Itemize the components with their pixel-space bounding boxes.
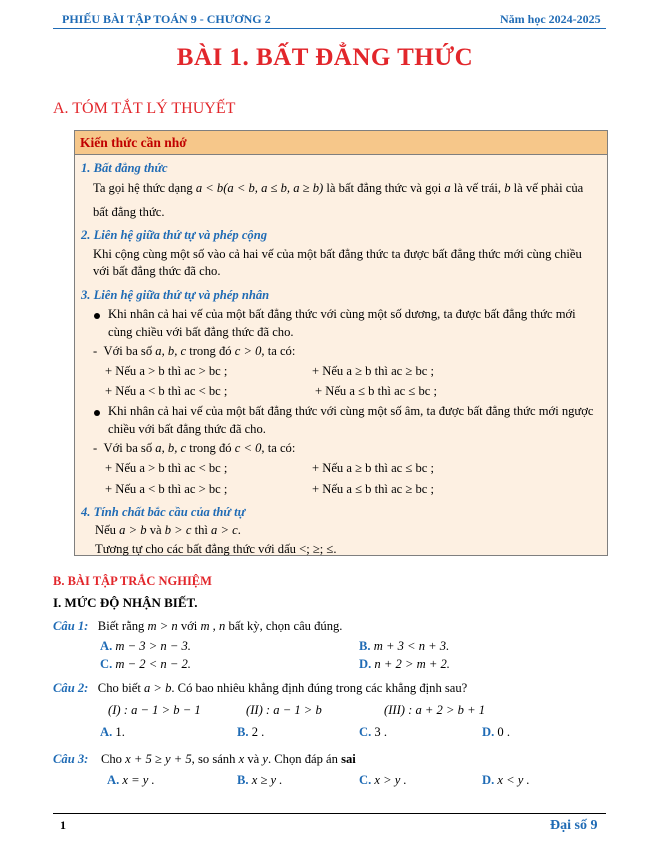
s3-p2-given: - Với ba số a, b, c trong đó c < 0, ta có: xyxy=(93,441,296,455)
q3-option-a[interactable]: A. x = y . xyxy=(107,773,155,787)
q2-option-b[interactable]: B. 2 . xyxy=(237,725,265,739)
q2-option-d[interactable]: D. 0 . xyxy=(482,725,510,739)
section-i-heading: I. MỨC ĐỘ NHẬN BIẾT. xyxy=(53,595,198,610)
question-1: Câu 1: Biết rằng m > n với m , n bất kỳ, chọn câu đúng. xyxy=(53,619,343,633)
theory-box-header xyxy=(75,131,607,155)
footer-right: Đại số 9 xyxy=(550,818,598,833)
s3-title: 3. Liên hệ giữa thứ tự và phép nhân xyxy=(81,288,270,302)
s3-p2-line2: chiều với bất đẳng thức đã cho. xyxy=(108,422,266,436)
q2-statement-1: (I) : a − 1 > b − 1 xyxy=(108,703,201,717)
question-2: Câu 2: Cho biết a > b. Có bao nhiêu khẳng định đúng trong các khẳng định sau? xyxy=(53,681,468,695)
q1-option-d[interactable]: D. n + 2 > m + 2. xyxy=(359,657,450,671)
s3-p1-given: - Với ba số a, b, c trong đó c > 0, ta có: xyxy=(93,344,296,358)
s1-line1: Ta gọi hệ thức dạng a < b(a < b, a ≤ b, a ≥ b) là bất đẳng thức và gọi a là vế trái, b là vế phải của xyxy=(93,181,584,195)
header-divider xyxy=(53,28,606,29)
theory-box xyxy=(74,130,608,556)
q3-option-b[interactable]: B. x ≥ y . xyxy=(237,773,283,787)
q2-option-a[interactable]: A. 1. xyxy=(100,725,125,739)
footer-divider xyxy=(53,813,606,814)
s3-p1-line1: Khi nhân cả hai vế của một bất đẳng thức với cùng một số dương, ta được bất đẳng thức mới xyxy=(108,307,576,321)
q2-statement-3: (III) : a + 2 > b + 1 xyxy=(384,703,486,717)
q3-option-d[interactable]: D. x < y . xyxy=(482,773,530,787)
s3-p1-line2: cùng chiều với bất đẳng thức đã cho. xyxy=(108,325,294,339)
page-number: 1 xyxy=(60,818,66,832)
question-3: Câu 3: Cho x + 5 ≥ y + 5, so sánh x và y. Chọn đáp án sai xyxy=(53,752,356,766)
s1-title: 1. Bất đẳng thức xyxy=(81,161,168,175)
theory-box-title: Kiến thức cần nhớ xyxy=(80,135,187,150)
s3-p2-rule-1a: + Nếu a > b thì ac < bc ; xyxy=(105,461,228,475)
s2-title: 2. Liên hệ giữa thứ tự và phép cộng xyxy=(81,228,268,242)
s3-p2-rule-2a: + Nếu a < b thì ac > bc ; xyxy=(105,482,228,496)
bullet-icon xyxy=(94,313,100,319)
s4-line1: Nếu a > b và b > c thì a > c. xyxy=(95,523,241,537)
s3-p2-line1: Khi nhân cả hai vế của một bất đẳng thức với cùng một số âm, ta được bất đẳng thức mới ngược xyxy=(108,404,594,418)
bullet-icon xyxy=(94,410,100,416)
s3-p1-rule-2b: + Nếu a ≤ b thì ac ≤ bc ; xyxy=(315,384,437,398)
q1-option-b[interactable]: B. m + 3 < n + 3. xyxy=(359,639,450,653)
section-a-heading: A. TÓM TẮT LÝ THUYẾT xyxy=(53,100,236,117)
s3-p1-rule-2a: + Nếu a < b thì ac < bc ; xyxy=(105,384,228,398)
page-title: BÀI 1. BẤT ĐẲNG THỨC xyxy=(176,44,474,71)
q1-option-c[interactable]: C. m − 2 < n − 2. xyxy=(100,657,191,671)
s2-line1: Khi cộng cùng một số vào cả hai vế của một bất đẳng thức ta được bất đẳng thức mới cùng chiều xyxy=(93,247,582,261)
header-left: PHIẾU BÀI TẬP TOÁN 9 - CHƯƠNG 2 xyxy=(62,12,271,26)
s2-line2: với bất đẳng thức đã cho. xyxy=(93,264,221,278)
q3-option-c[interactable]: C. x > y . xyxy=(359,773,407,787)
s3-p2-rule-2b: + Nếu a ≤ b thì ac ≥ bc ; xyxy=(312,482,434,496)
q2-statement-2: (II) : a − 1 > b xyxy=(246,703,322,717)
header-right: Năm học 2024-2025 xyxy=(500,12,601,26)
s4-title: 4. Tính chất bắc cầu của thứ tự xyxy=(81,505,246,519)
section-b-heading: B. BÀI TẬP TRẮC NGHIỆM xyxy=(53,574,212,588)
s3-p2-rule-1b: + Nếu a ≥ b thì ac ≤ bc ; xyxy=(312,461,434,475)
s3-p1-rule-1b: + Nếu a ≥ b thì ac ≥ bc ; xyxy=(312,364,434,378)
q2-option-c[interactable]: C. 3 . xyxy=(359,725,387,739)
s4-line2: Tương tự cho các bất đẳng thức với dấu <; ≥; ≤. xyxy=(95,542,337,556)
s3-p1-rule-1a: + Nếu a > b thì ac > bc ; xyxy=(105,364,228,378)
q1-option-a[interactable]: A. m − 3 > n − 3. xyxy=(100,639,191,653)
s1-line2: bất đẳng thức. xyxy=(93,205,165,219)
